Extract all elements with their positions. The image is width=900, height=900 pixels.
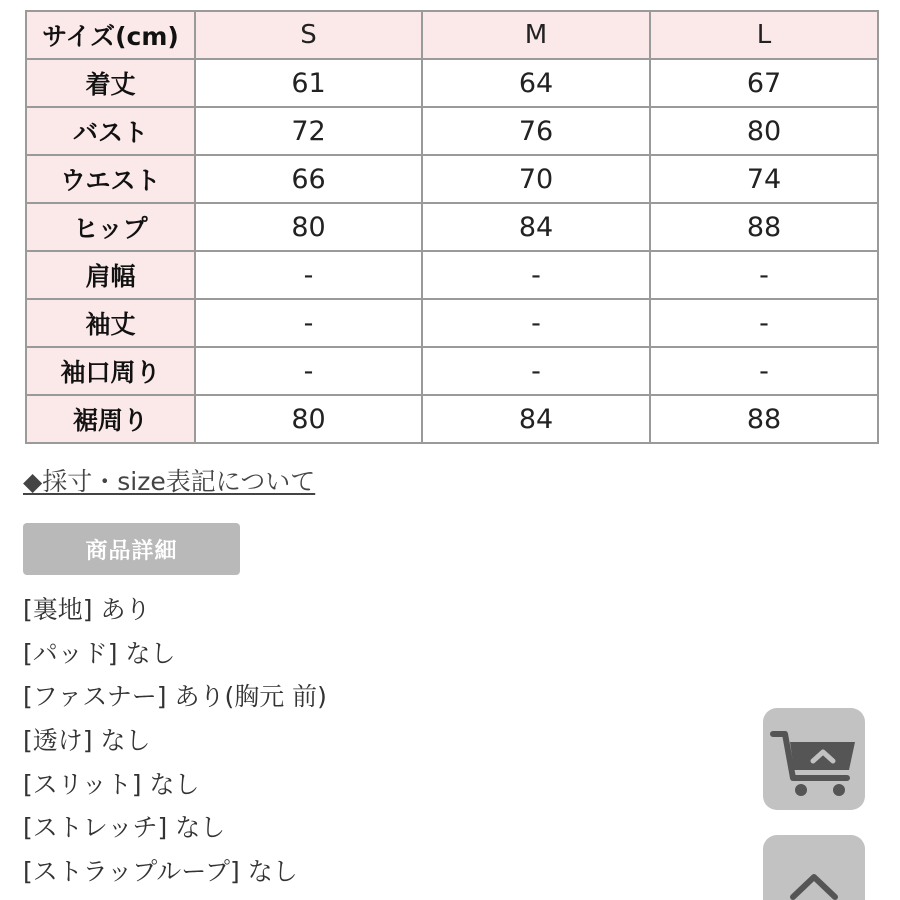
- list-item: [ファスナー] あり(胸元 前): [23, 682, 327, 712]
- cart-up-icon: [763, 708, 865, 810]
- product-details-heading: 商品詳細: [23, 523, 240, 575]
- table-cell: -: [650, 347, 878, 395]
- table-cell: -: [650, 251, 878, 299]
- table-cell: 67: [650, 59, 878, 107]
- table-cell: -: [650, 299, 878, 347]
- table-cell: 80: [195, 395, 422, 443]
- table-row: [26, 107, 878, 155]
- table-row: [26, 155, 878, 203]
- table-cell: 70: [422, 155, 650, 203]
- floating-cart-button[interactable]: [763, 708, 865, 810]
- row-label: 着丈: [26, 59, 195, 107]
- size-column-s: S: [195, 11, 422, 59]
- table-row: [26, 347, 878, 395]
- list-item: [裏地] あり: [23, 595, 151, 624]
- list-item: [ストレッチ] なし: [23, 813, 226, 843]
- table-cell: 84: [422, 395, 650, 443]
- row-label: 裾周り: [26, 395, 195, 443]
- size-table-corner-label: サイズ(cm): [26, 11, 195, 59]
- row-label: 袖丈: [26, 299, 195, 347]
- chevron-up-icon: [763, 835, 865, 900]
- table-cell: 80: [650, 107, 878, 155]
- table-cell: 66: [195, 155, 422, 203]
- table-row: [26, 299, 878, 347]
- table-cell: 72: [195, 107, 422, 155]
- list-item: [ストラップループ] なし: [23, 857, 298, 887]
- row-label: ウエスト: [26, 155, 195, 203]
- table-cell: 74: [650, 155, 878, 203]
- list-item: [スリット] なし: [23, 769, 200, 799]
- table-row: [26, 395, 878, 443]
- table-cell: -: [422, 299, 650, 347]
- size-column-m: M: [422, 11, 650, 59]
- product-details-list: [23, 588, 327, 894]
- list-item: [透け] なし: [23, 726, 151, 756]
- table-cell: -: [195, 299, 422, 347]
- size-column-l: L: [650, 11, 878, 59]
- table-cell: 76: [422, 107, 650, 155]
- row-label: 袖口周り: [26, 347, 195, 395]
- table-cell: 88: [650, 395, 878, 443]
- table-cell: -: [195, 347, 422, 395]
- size-table-header-row: [26, 11, 878, 59]
- table-cell: 84: [422, 203, 650, 251]
- table-cell: 88: [650, 203, 878, 251]
- table-cell: -: [422, 251, 650, 299]
- size-guide-link[interactable]: ◆採寸・size表記について: [23, 467, 316, 496]
- row-label: ヒップ: [26, 203, 195, 251]
- table-cell: 80: [195, 203, 422, 251]
- size-table: [25, 10, 879, 444]
- table-cell: 64: [422, 59, 650, 107]
- table-row: [26, 251, 878, 299]
- row-label: 肩幅: [26, 251, 195, 299]
- table-row: [26, 59, 878, 107]
- table-cell: 61: [195, 59, 422, 107]
- scroll-to-top-button[interactable]: [763, 835, 865, 900]
- table-cell: -: [422, 347, 650, 395]
- table-row: [26, 203, 878, 251]
- list-item: [パッド] なし: [23, 638, 176, 668]
- row-label: バスト: [26, 107, 195, 155]
- table-cell: -: [195, 251, 422, 299]
